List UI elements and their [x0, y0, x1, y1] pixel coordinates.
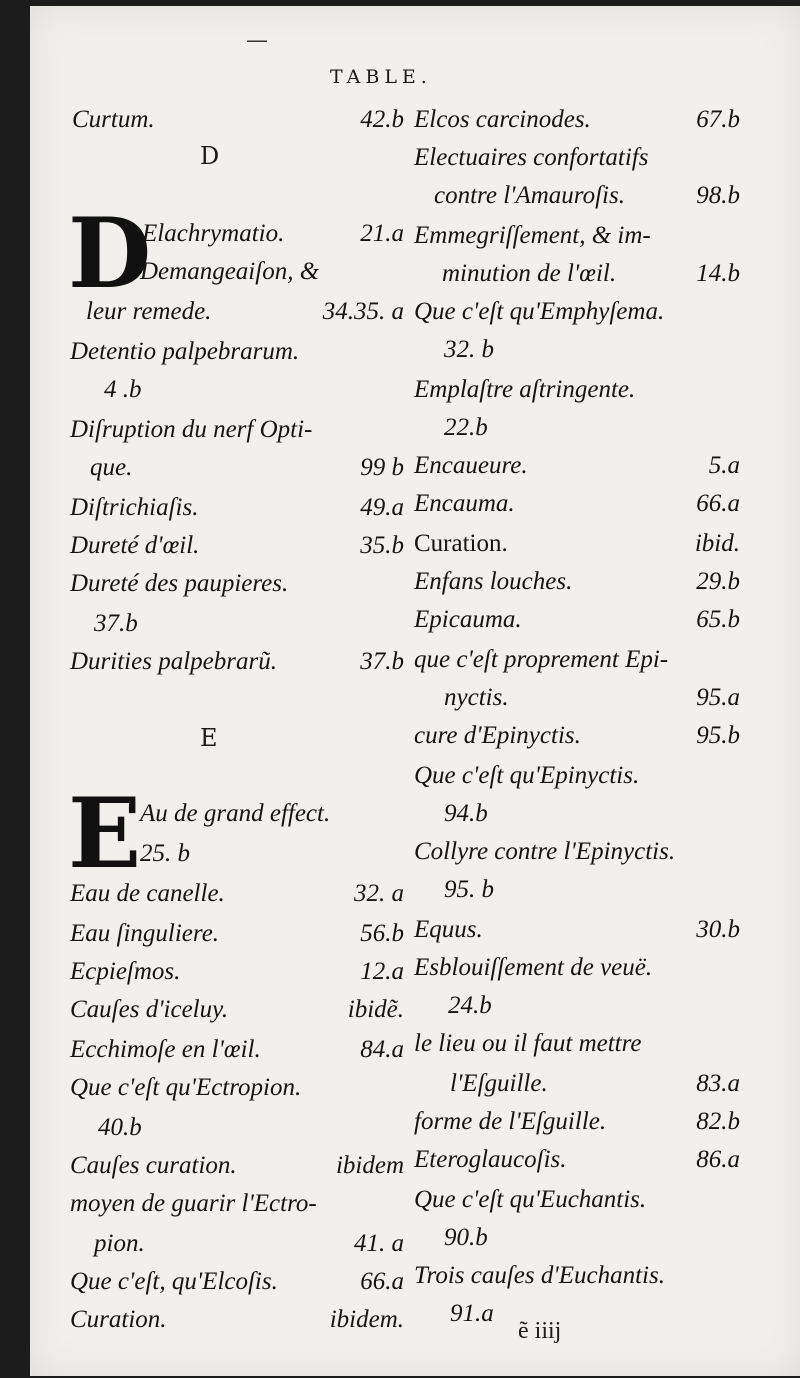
entry-page-ref: 34.35. a — [322, 298, 404, 325]
entry-text: Que c'eſt qu'Emphyſema. — [414, 298, 665, 325]
entry-text: Esblouiſſement de veuë. — [414, 954, 653, 981]
entry-text: 25. b — [140, 840, 190, 867]
index-entry — [414, 526, 740, 562]
index-entry — [140, 254, 404, 290]
entry-text: contre l'Amauroſis. — [434, 182, 625, 209]
index-entry — [70, 1302, 404, 1338]
entry-page-ref: ibidem — [335, 1152, 404, 1179]
index-entry — [444, 332, 564, 368]
entry-text: pion. — [94, 1230, 145, 1257]
entry-text: Elachrymatio. — [142, 220, 285, 247]
entry-text: 90.b — [444, 1224, 488, 1251]
entry-text: Curation. — [70, 1306, 167, 1333]
entry-text: Detentio palpebrarum. — [70, 338, 300, 365]
entry-page-ref: 37.b — [360, 648, 404, 675]
book-page — [30, 6, 800, 1376]
entry-text: Curation. — [414, 530, 508, 557]
index-entry — [70, 566, 404, 602]
entry-text: Collyre contre l'Epinyctis. — [414, 838, 676, 865]
index-entry — [414, 950, 740, 986]
signature-mark: ẽ iiij — [518, 1318, 562, 1344]
index-entry — [414, 602, 740, 638]
index-entry — [94, 1226, 404, 1262]
entry-text: Que c'eſt, qu'Elcoſis. — [70, 1268, 278, 1295]
entry-text: Curtum. — [72, 106, 155, 133]
index-entry — [94, 606, 214, 642]
index-entry — [448, 988, 568, 1024]
index-entry — [70, 490, 404, 526]
entry-page-ref: 67.b — [696, 106, 740, 133]
entry-text: 22.b — [444, 414, 488, 441]
index-entry — [442, 256, 740, 292]
index-entry — [72, 102, 404, 138]
index-entry — [444, 680, 740, 716]
entry-page-ref: ibid. — [694, 530, 740, 557]
index-entry — [142, 216, 404, 252]
index-entry — [434, 178, 740, 214]
index-entry — [90, 450, 404, 486]
entry-page-ref: 14.b — [696, 260, 740, 287]
index-entry — [444, 410, 564, 446]
entry-text: 24.b — [448, 992, 492, 1019]
entry-text: Demangeaiſon, & — [140, 258, 320, 285]
section-letter-e: E — [200, 724, 218, 752]
entry-page-ref: 32. a — [354, 880, 404, 907]
entry-text: Au de grand effect. — [140, 800, 331, 827]
index-entry — [70, 528, 404, 564]
index-entry — [414, 102, 740, 138]
entry-page-ref: ibidẽ. — [347, 996, 404, 1023]
entry-page-ref: 95.b — [696, 722, 740, 749]
entry-text: 32. b — [444, 336, 494, 363]
entry-text: l'Eſguille. — [450, 1070, 548, 1097]
entry-page-ref: 49.a — [360, 494, 404, 521]
index-entry — [414, 1142, 740, 1178]
index-entry — [414, 486, 740, 522]
entry-text: Equus. — [414, 916, 483, 943]
entry-text: Encauma. — [414, 490, 515, 517]
entry-text: Dureté des paupieres. — [70, 570, 289, 597]
entry-text: Ecchimoſe en l'œil. — [70, 1036, 261, 1063]
entry-text: Durities palpebrarũ. — [70, 648, 277, 675]
entry-text: 94.b — [444, 800, 488, 827]
index-entry — [70, 1264, 404, 1300]
entry-page-ref: 12.a — [360, 958, 404, 985]
entry-text: leur remede. — [86, 298, 212, 325]
entry-page-ref: 66.a — [360, 1268, 404, 1295]
entry-text: Emplaſtre aſtringente. — [414, 376, 636, 403]
entry-page-ref: 86.a — [696, 1146, 740, 1173]
index-entry — [414, 912, 740, 948]
entry-text: Diſtrichiaſis. — [70, 494, 199, 521]
entry-page-ref: 99 b — [360, 454, 404, 481]
index-entry — [414, 448, 740, 484]
index-entry — [414, 1182, 740, 1218]
entry-page-ref: 65.b — [696, 606, 740, 633]
entry-text: que. — [90, 454, 133, 481]
index-entry — [414, 218, 740, 254]
index-entry — [414, 642, 740, 678]
index-entry — [70, 1186, 404, 1222]
index-entry — [414, 294, 740, 330]
entry-page-ref: 35.b — [360, 532, 404, 559]
entry-text: Eau ſinguliere. — [70, 920, 220, 947]
index-entry — [414, 1258, 740, 1294]
index-entry — [140, 836, 290, 872]
index-entry — [70, 1148, 404, 1184]
entry-text: Ecpieſmos. — [70, 958, 181, 985]
index-entry — [414, 718, 740, 754]
entry-page-ref: 29.b — [696, 568, 740, 595]
index-entry — [414, 564, 740, 600]
index-entry — [444, 1220, 564, 1256]
entry-text: Encaueure. — [414, 452, 528, 479]
entry-text: nyctis. — [444, 684, 509, 711]
entry-page-ref: 95.a — [696, 684, 740, 711]
entry-page-ref: 84.a — [360, 1036, 404, 1063]
entry-page-ref: 30.b — [696, 916, 740, 943]
entry-text: moyen de guarir l'Ectro- — [70, 1190, 317, 1217]
index-entry — [414, 1026, 740, 1062]
entry-text: Emmegriſſement, & im- — [414, 222, 651, 249]
index-entry — [70, 954, 404, 990]
entry-text: Epicauma. — [414, 606, 522, 633]
entry-page-ref: 56.b — [360, 920, 404, 947]
entry-text: Dureté d'œil. — [70, 532, 200, 559]
section-letter-d: D — [200, 142, 220, 170]
entry-text: Que c'eſt qu'Ectropion. — [70, 1074, 302, 1101]
entry-text: Eteroglaucoſis. — [414, 1146, 567, 1173]
page-header: TABLE. — [330, 66, 432, 88]
index-entry — [414, 372, 740, 408]
entry-text: 40.b — [98, 1114, 142, 1141]
ink-mark: — — [246, 28, 268, 53]
index-entry — [70, 1032, 404, 1068]
entry-page-ref: 66.a — [696, 490, 740, 517]
entry-text: minution de l'œil. — [442, 260, 617, 287]
drop-cap-d: D — [68, 197, 152, 310]
entry-text: 4 .b — [104, 376, 142, 403]
index-entry — [414, 1104, 740, 1140]
entry-text: Elcos carcinodes. — [414, 106, 591, 133]
index-entry — [444, 872, 564, 908]
entry-page-ref: 82.b — [696, 1108, 740, 1135]
entry-text: Que c'eſt qu'Epinyctis. — [414, 762, 640, 789]
index-entry — [70, 876, 404, 912]
entry-page-ref: 42.b — [360, 106, 404, 133]
index-entry — [70, 644, 404, 680]
entry-text: que c'eſt proprement Epi- — [414, 646, 669, 673]
index-entry — [70, 916, 404, 952]
entry-text: Cauſes d'iceluy. — [70, 996, 229, 1023]
entry-text: 37.b — [94, 610, 138, 637]
index-entry — [98, 1110, 218, 1146]
entry-text: forme de l'Eſguille. — [414, 1108, 607, 1135]
entry-page-ref: 41. a — [354, 1230, 404, 1257]
entry-text: Cauſes curation. — [70, 1152, 237, 1179]
index-entry — [444, 796, 564, 832]
drop-cap-e: E — [68, 777, 142, 890]
entry-page-ref: 21.a — [360, 220, 404, 247]
entry-text: Electuaires confortatifs — [414, 144, 649, 171]
entry-page-ref: 83.a — [696, 1070, 740, 1097]
index-entry — [70, 412, 404, 448]
index-entry — [70, 334, 404, 370]
index-entry — [414, 834, 740, 870]
index-entry — [70, 992, 404, 1028]
entry-text: le lieu ou il faut mettre — [414, 1030, 642, 1057]
index-entry — [414, 758, 740, 794]
index-entry — [414, 140, 740, 176]
entry-page-ref: 5.a — [708, 452, 740, 479]
entry-text: Enfans louches. — [414, 568, 573, 595]
entry-page-ref: ibidem. — [329, 1306, 404, 1333]
entry-text: Trois cauſes d'Euchantis. — [414, 1262, 665, 1289]
entry-text: Diſruption du nerf Opti- — [70, 416, 313, 443]
entry-text: 91.a — [450, 1300, 494, 1327]
index-entry — [140, 796, 404, 832]
entry-page-ref: 98.b — [696, 182, 740, 209]
entry-text: Eau de canelle. — [70, 880, 225, 907]
entry-text: Que c'eſt qu'Euchantis. — [414, 1186, 647, 1213]
entry-text: cure d'Epinyctis. — [414, 722, 581, 749]
index-entry — [104, 372, 224, 408]
index-entry — [450, 1066, 740, 1102]
index-entry — [70, 1070, 404, 1106]
entry-text: 95. b — [444, 876, 494, 903]
index-entry — [86, 294, 404, 330]
